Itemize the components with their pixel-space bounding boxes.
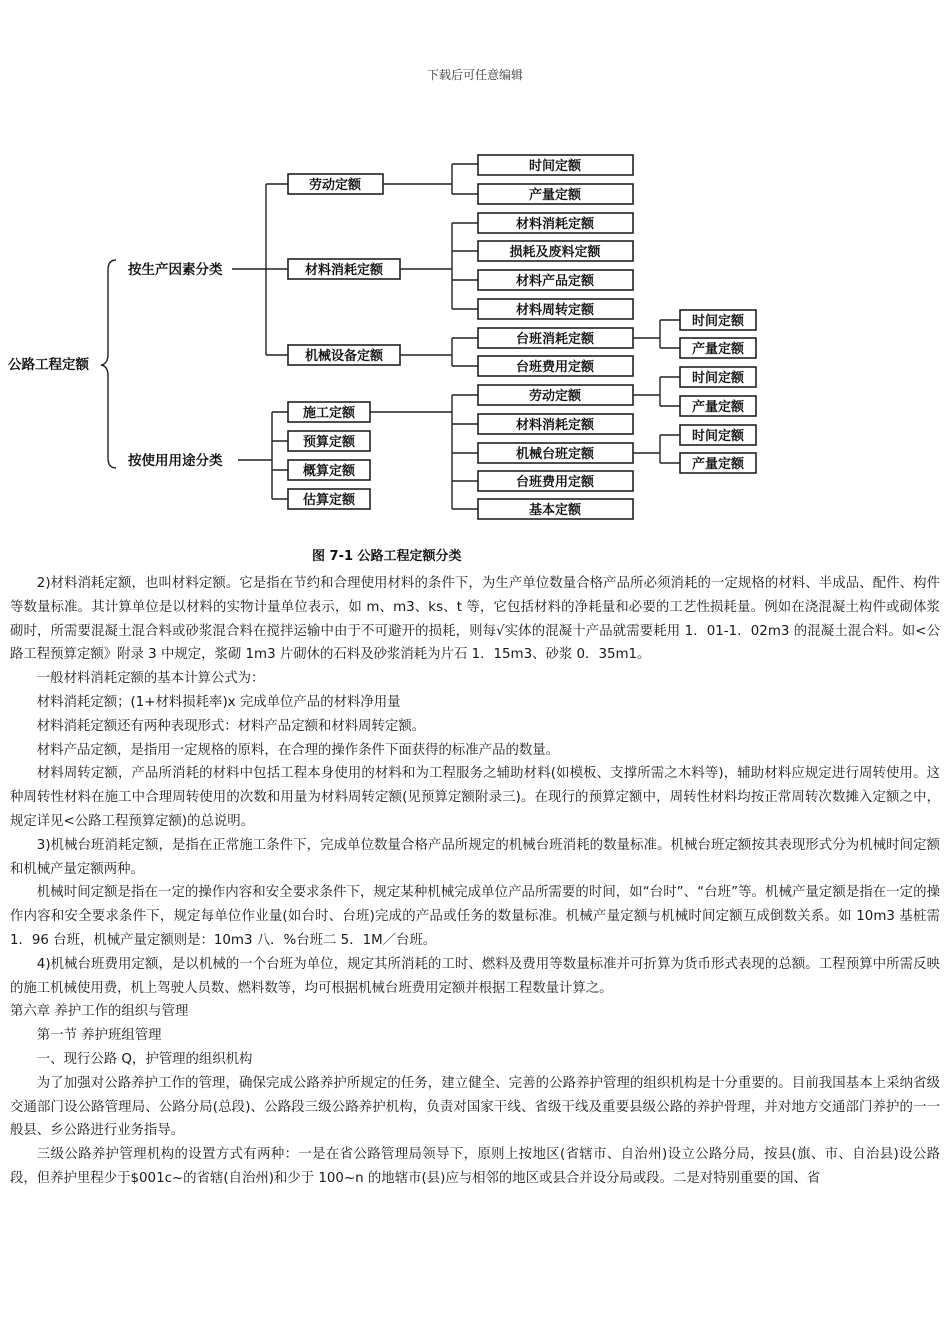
b-material-label: 材料消耗定额 (515, 418, 595, 433)
group-b-connector (238, 412, 288, 499)
group-production-label: 按生产因素分类 (128, 262, 223, 278)
paragraph: 材料消耗定额还有两种表现形式：材料产品定额和材料周转定额。 (36, 718, 426, 734)
classification-diagram (0, 140, 950, 570)
labor-time-label: 时间定额 (528, 159, 582, 174)
root-label: 公路工程定额 (8, 357, 89, 373)
budget-quota-label: 预算定额 (302, 435, 356, 450)
paragraph: 2)材料消耗定额，也叫材料定额。它是指在节约和合理使用材料的条件下，为生产单位数量合格产品所必须消耗的一定规格的材料、半成品、配件、构件等数量标准。其计算单位是以材料的实物计量单位表示，如 m、m3、ks、t 等，它包括材料的净耗量和必要的工艺性损耗量。例如在浇混凝土构件或砌体浆砌时，所需要混凝土混合料或砂浆混合料在搅拌运输中由于不可避开的损耗，则每√实体的混凝十产品就需要耗用 1．01-1．02m3 的混凝土混合料。如<公路工程预算定额》附录 3 中规定，浆砌 1m3 片砌休的石料及砂浆消耗为片石 1．15m3、砂浆 0．35m1。 (10, 576, 940, 663)
material-quota-label: 材料消耗定额 (304, 263, 384, 278)
paragraph: 4)机械台班费用定额，是以机械的一个台班为单位，规定其所消耗的工时、燃料及费用等数量标准并可折算为货币形式表现的总额。工程预算中所需反映的施工机械使用费，机上驾驶人员数、燃料数等，均可根据机械台班费用定额并根据工程数量计算之。 (10, 956, 940, 996)
b-machine-label: 机械台班定额 (515, 447, 595, 462)
usage-connector (370, 395, 478, 509)
mach-consume-label: 台班消耗定额 (515, 332, 595, 347)
machine-quota-label: 机械设备定额 (304, 349, 384, 364)
material-connector (400, 223, 478, 309)
body-text (10, 572, 940, 1191)
b-machine-output-label: 产量定额 (691, 457, 745, 472)
paragraph: 材料消耗定额；(1+材料损耗率)x 完成单位产品的材料净用量 (36, 694, 401, 710)
machine-connector (400, 338, 478, 366)
figure-caption: 图 7-1 公路工程定额分类 (312, 549, 462, 564)
mach-time-label: 时间定额 (691, 314, 745, 329)
construction-quota-label: 施工定额 (302, 406, 356, 421)
b-labor-connector (633, 377, 680, 406)
labor-output-label: 产量定额 (528, 188, 582, 203)
b-machine-time-label: 时间定额 (691, 429, 745, 444)
mach-cost-label: 台班费用定额 (515, 360, 595, 375)
b-machine-connector (633, 435, 680, 463)
mat-waste-label: 损耗及废料定额 (509, 245, 601, 260)
mach-output-label: 产量定额 (691, 342, 745, 357)
group-a-connector (232, 184, 288, 355)
mach-consume-connector (633, 320, 680, 348)
mat-product-label: 材料产品定额 (515, 274, 595, 289)
paragraph: 一般材料消耗定额的基本计算公式为： (36, 671, 265, 687)
chapter-heading: 第六章 养护工作的组织与管理 (10, 1004, 189, 1020)
b-cost-label: 台班费用定额 (515, 475, 595, 490)
labor-connector (383, 164, 478, 194)
b-labor-label: 劳动定额 (528, 389, 582, 404)
b-labor-time-label: 时间定额 (691, 371, 745, 386)
mat-consume-label: 材料消耗定额 (515, 217, 595, 232)
page-header: 下载后可任意编辑 (426, 68, 523, 82)
b-base-label: 基本定额 (528, 503, 582, 518)
paragraph: 材料产品定额，是指用一定规格的原料，在合理的操作条件下面获得的标准产品的数量。 (36, 742, 560, 758)
root-brace (101, 260, 116, 468)
guess-quota-label: 估算定额 (302, 493, 356, 508)
paragraph: 机械时间定额是指在一定的操作内容和安全要求条件下，规定某种机械完成单位产品所需要的时间，如“台时”、“台班”等。机械产量定额是指在一定的操作内容和安全要求条件下，规定每单位作业量(如台时、台班)完成的产品或任务的数量标准。机械产量定额与机械时间定额互成倒数关系。如 10m3 基桩需 1．96 台班，机械产量定额则是：10m3 八．%台班二 5．1M／台班。 (10, 885, 940, 948)
paragraph: 三级公路养护管理机构的设置方式有两种：一是在省公路管理局领导下，原则上按地区(省辖市、自治州)设立公路分局，按县(旗、市、自治县)设公路段，但养护里程少于$001c~的省辖(自治州)和少于 100~n 的地辖市(县)应与相邻的地区或县合并设分局或段。二是对特别重要的国、省 (10, 1147, 940, 1186)
paragraph: 为了加强对公路养护工作的管理，确保完成公路养护所规定的任务，建立健全、完善的公路养护管理的组织机构是十分重要的。目前我国基本上采纳省级交通部门设公路管理局、公路分局(总段)、公路段三级公路养护机构，负责对国家干线、省级干线及重要县级公路的养护骨理，并对地方交通部门养护的一一般县、乡公路进行业务指导。 (10, 1075, 940, 1139)
subsection-heading: 一、现行公路 Q，护管理的组织机构 (36, 1051, 253, 1067)
section-heading: 第一节 养护班组管理 (36, 1028, 162, 1044)
estimate-quota-label: 概算定额 (302, 464, 356, 479)
group-usage-label: 按使用用途分类 (128, 453, 223, 469)
paragraph: 材料周转定额，产品所消耗的材料中包括工程本身使用的材料和为工程服务之辅助材料(如模板、支撑所需之木料等)，辅助材料应规定进行周转使用。这种周转性材料在施工中合理周转使用的次数和用量为材料周转定额(见预算定额附录三)。在现行的预算定额中，周转性材料均按正常周转次数摊入定额之中，规定详见<公路工程预算定额)的总说明。 (10, 766, 940, 829)
labor-quota-label: 劳动定额 (308, 178, 362, 193)
paragraph: 3)机械台班消耗定额，是指在正常施工条件下，完成单位数量合格产品所规定的机械台班消耗的数量标准。机械台班定额按其表现形式分为机械时间定额和机械产量定额两种。 (10, 837, 940, 877)
mat-turnover-label: 材料周转定额 (515, 303, 595, 318)
b-labor-output-label: 产量定额 (691, 400, 745, 415)
